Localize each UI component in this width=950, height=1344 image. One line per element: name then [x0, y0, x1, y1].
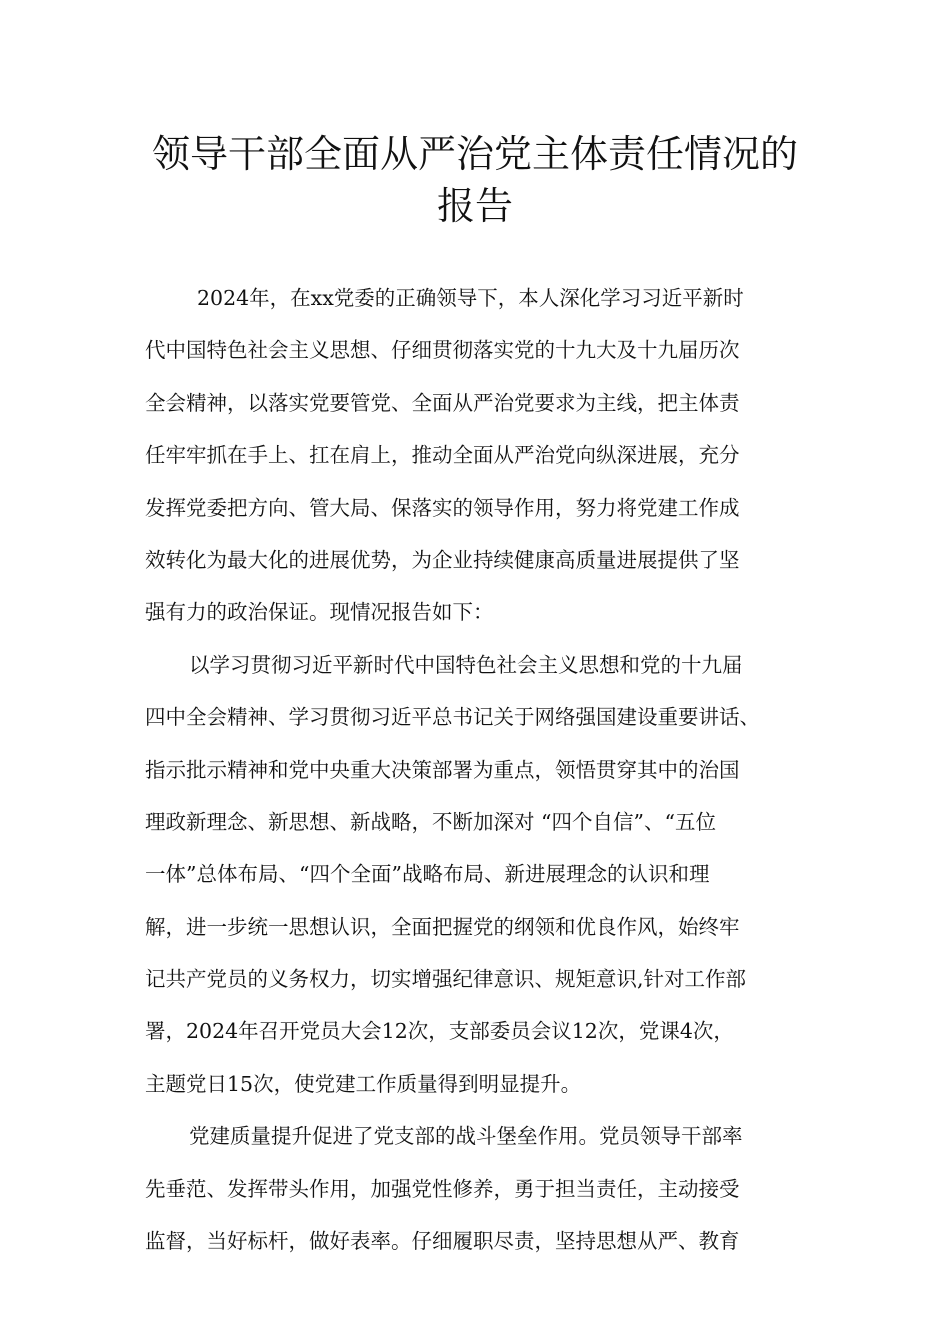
paragraph-line: 监督，当好标杆，做好表率。仔细履职尽责，坚持思想从严、教育 — [145, 1229, 740, 1254]
paragraph-line: 指示批示精神和党中央重大决策部署为重点，领悟贯穿其中的治国 — [145, 757, 740, 782]
paragraph-1 — [145, 272, 825, 639]
paragraph-line: 记共产党员的义务权力，切实增强纪律意识、规矩意识,针对工作部 — [145, 967, 747, 992]
paragraph-line: 全会精神，以落实党要管党、全面从严治党要求为主线，把主体责 — [145, 390, 740, 415]
title-line: 报告 — [436, 184, 513, 228]
paragraph-line: 署，2024年召开党员大会12次，支部委员会议12次，党课4次， — [145, 1019, 734, 1044]
paragraph-line: 四中全会精神、学习贯彻习近平总书记关于网络强国建设重要讲话、 — [145, 705, 760, 730]
paragraph-2 — [145, 639, 825, 1111]
paragraph-line: 2024年，在xx党委的正确领导下，本人深化学习习近平新时 — [197, 286, 744, 310]
paragraph-line: 主题党日15次，使党建工作质量得到明显提升。 — [145, 1071, 582, 1096]
paragraph-line: 强有力的政治保证。现情况报告如下： — [145, 600, 494, 625]
paragraph-line: 解，进一步统一思想认识，全面把握党的纲领和优良作风，始终牢 — [145, 914, 740, 939]
paragraph-line: 任牢牢抓在手上、扛在肩上，推动全面从严治党向纵深进展，充分 — [145, 443, 740, 468]
paragraph-3 — [145, 1110, 825, 1267]
paragraph-line: 党建质量提升促进了党支部的战斗堡垒作用。党员领导干部率 — [189, 1124, 743, 1149]
paragraph-line: 先垂范、发挥带头作用，加强党性修养，勇于担当责任，主动接受 — [145, 1176, 740, 1201]
paragraph-line: 一体”总体布局、“四个全面”战略布局、新进展理念的认识和理 — [145, 862, 710, 887]
document-title — [120, 128, 830, 232]
paragraph-line: 理政新理念、新思想、新战略，不断加深对 “四个自信”、“五位 — [145, 809, 716, 834]
document-body — [145, 272, 825, 1267]
paragraph-line: 以学习贯彻习近平新时代中国特色社会主义思想和党的十九届 — [189, 652, 743, 677]
title-line: 领导干部全面从严治党主体责任情况的 — [151, 132, 798, 176]
paragraph-line: 发挥党委把方向、管大局、保落实的领导作用，努力将党建工作成 — [145, 495, 740, 520]
paragraph-line: 效转化为最大化的进展优势，为企业持续健康高质量进展提供了坚 — [145, 547, 740, 572]
paragraph-line: 代中国特色社会主义思想、仔细贯彻落实党的十九大及十九届历次 — [145, 338, 740, 363]
